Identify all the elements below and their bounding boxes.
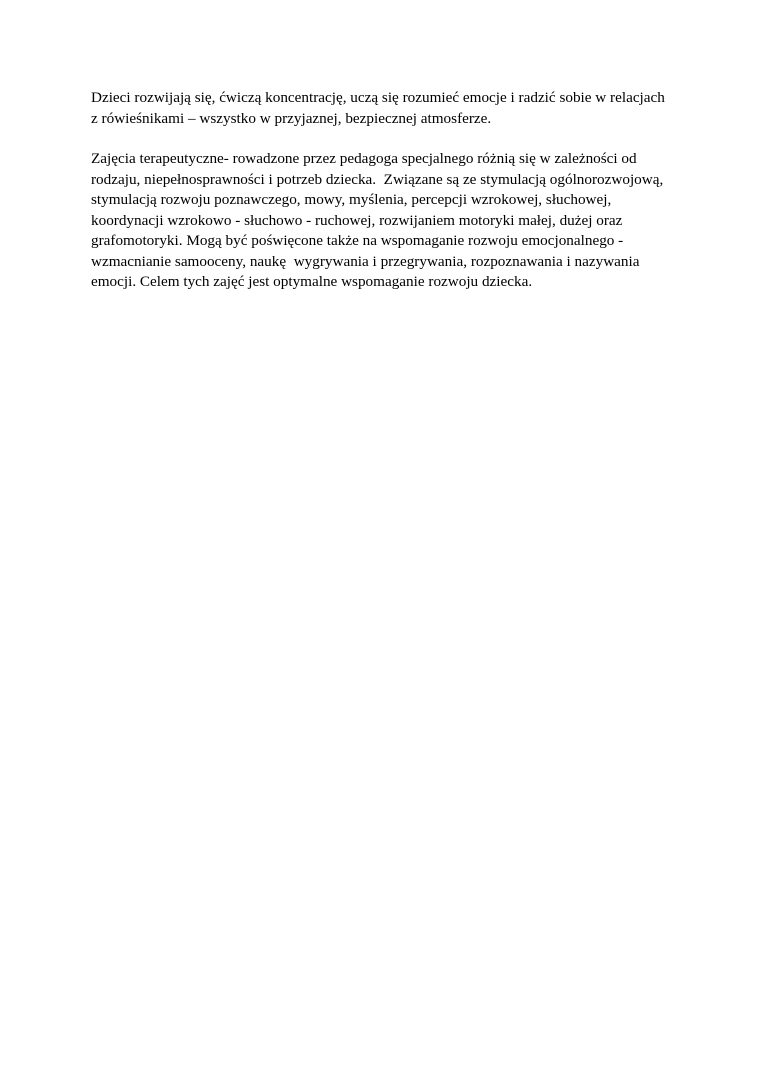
- text-line: Zajęcia terapeutyczne- rowadzone przez pedagoga specjalnego różnią się w zależności od: [91, 150, 637, 167]
- paragraph-intro: [91, 88, 681, 129]
- text-line: stymulacją rozwoju poznawczego, mowy, myślenia, percepcji wzrokowej, słuchowej,: [91, 191, 612, 208]
- text-line: z rówieśnikami – wszystko w przyjaznej, bezpiecznej atmosferze.: [91, 109, 492, 127]
- text-line: wzmacnianie samooceny, naukę wygrywania i przegrywania, rozpoznawania i nazywania: [91, 252, 640, 270]
- document-body: [91, 88, 681, 293]
- text-line: emocji. Celem tych zajęć jest optymalne wspomaganie rozwoju dziecka.: [91, 273, 533, 290]
- text-line: koordynacji wzrokowo - słuchowo - ruchowej, rozwijaniem motoryki małej, dużej oraz: [91, 211, 623, 229]
- paragraph-therapy: [91, 149, 681, 293]
- text-line: rodzaju, niepełnosprawności i potrzeb dziecka. Związane są ze stymulacją ogólnorozwojową,: [91, 170, 664, 188]
- text-line: grafomotoryki. Mogą być poświęcone także na wspomaganie rozwoju emocjonalnego -: [91, 232, 624, 249]
- text-line: Dzieci rozwijają się, ćwiczą koncentrację, uczą się rozumieć emocje i radzić sobie w relacjach: [91, 89, 665, 106]
